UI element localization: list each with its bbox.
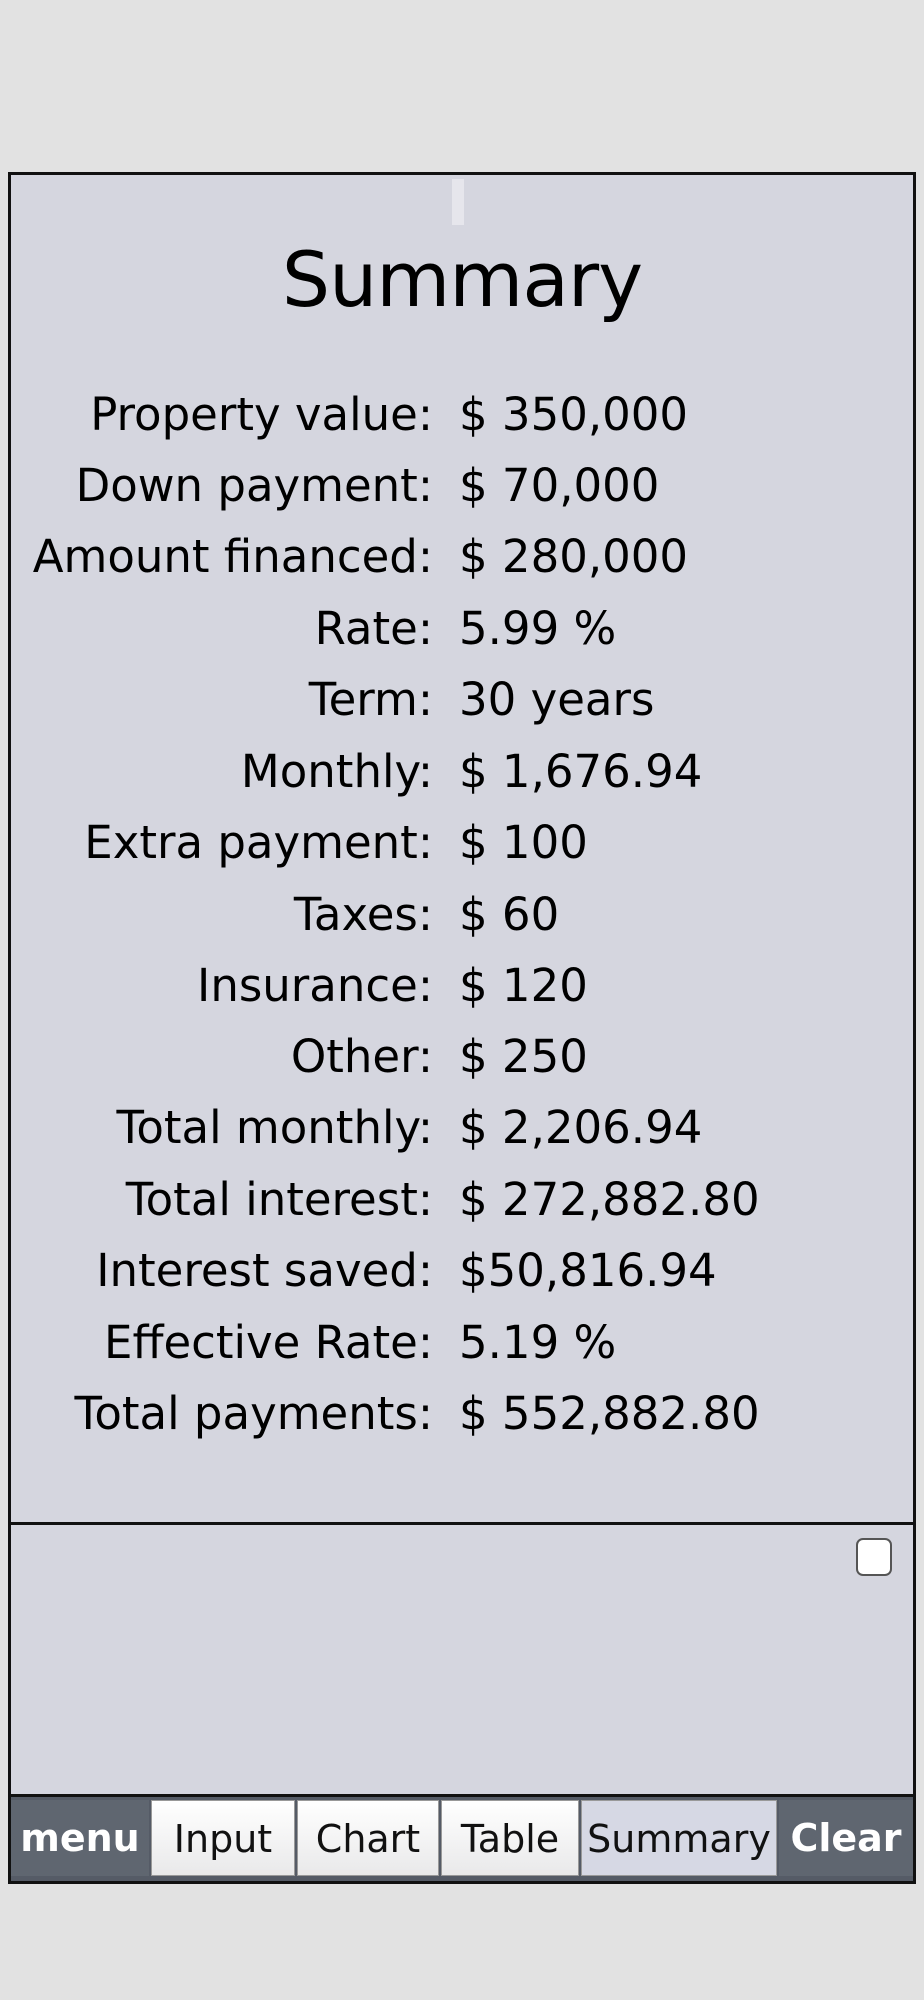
summary-value: 5.19 % xyxy=(459,1316,617,1369)
summary-row-interest-saved xyxy=(11,1241,913,1301)
summary-value: $ 2,206.94 xyxy=(459,1101,703,1154)
summary-label: Other: xyxy=(290,1030,433,1083)
tab-summary[interactable]: Summary xyxy=(581,1800,777,1876)
summary-row-total-interest xyxy=(11,1170,913,1230)
summary-label: Term: xyxy=(308,673,433,726)
summary-label: Amount financed: xyxy=(32,530,433,583)
summary-panel xyxy=(8,172,916,1884)
summary-row-total-monthly xyxy=(11,1098,913,1158)
summary-row-insurance xyxy=(11,956,913,1016)
summary-row-amount-financed xyxy=(11,527,913,587)
summary-value: $ 1,676.94 xyxy=(459,745,703,798)
tab-input[interactable]: Input xyxy=(151,1800,295,1876)
summary-value: 30 years xyxy=(459,673,655,726)
summary-row-other xyxy=(11,1027,913,1087)
summary-row-down-payment xyxy=(11,456,913,516)
summary-label: Effective Rate: xyxy=(104,1316,433,1369)
summary-value: 5.99 % xyxy=(459,602,617,655)
summary-label: Total monthly: xyxy=(116,1101,433,1154)
tab-chart[interactable]: Chart xyxy=(297,1800,439,1876)
section-divider xyxy=(11,1522,913,1525)
summary-row-taxes xyxy=(11,885,913,945)
summary-row-monthly xyxy=(11,742,913,802)
summary-row-rate xyxy=(11,599,913,659)
summary-row-effective-rate xyxy=(11,1313,913,1373)
bottom-tab-bar xyxy=(11,1794,913,1881)
summary-label: Rate: xyxy=(314,602,433,655)
summary-label: Total payments: xyxy=(74,1387,433,1440)
summary-label: Total interest: xyxy=(125,1173,433,1226)
summary-label: Extra payment: xyxy=(84,816,433,869)
page-title: Summary xyxy=(281,235,643,324)
summary-value: $ 350,000 xyxy=(459,388,689,441)
summary-value: $ 280,000 xyxy=(459,530,689,583)
drag-handle[interactable] xyxy=(452,179,464,225)
summary-value: $50,816.94 xyxy=(459,1244,717,1297)
option-checkbox[interactable] xyxy=(856,1538,892,1576)
summary-label: Property value: xyxy=(90,388,433,441)
clear-button[interactable]: Clear xyxy=(779,1800,913,1876)
summary-label: Interest saved: xyxy=(96,1244,433,1297)
summary-row-extra-payment xyxy=(11,813,913,873)
summary-label: Insurance: xyxy=(197,959,433,1012)
summary-row-property-value xyxy=(11,385,913,445)
summary-value: $ 250 xyxy=(459,1030,588,1083)
tab-table[interactable]: Table xyxy=(441,1800,579,1876)
summary-label: Down payment: xyxy=(75,459,433,512)
summary-value: $ 70,000 xyxy=(459,459,660,512)
summary-label: Taxes: xyxy=(293,888,433,941)
summary-value: $ 552,882.80 xyxy=(459,1387,760,1440)
summary-value: $ 60 xyxy=(459,888,560,941)
summary-value: $ 120 xyxy=(459,959,588,1012)
summary-value: $ 100 xyxy=(459,816,588,869)
summary-label: Monthly: xyxy=(240,745,433,798)
summary-row-total-payments xyxy=(11,1384,913,1444)
summary-row-term xyxy=(11,670,913,730)
summary-value: $ 272,882.80 xyxy=(459,1173,760,1226)
menu-button[interactable]: menu xyxy=(11,1800,149,1876)
